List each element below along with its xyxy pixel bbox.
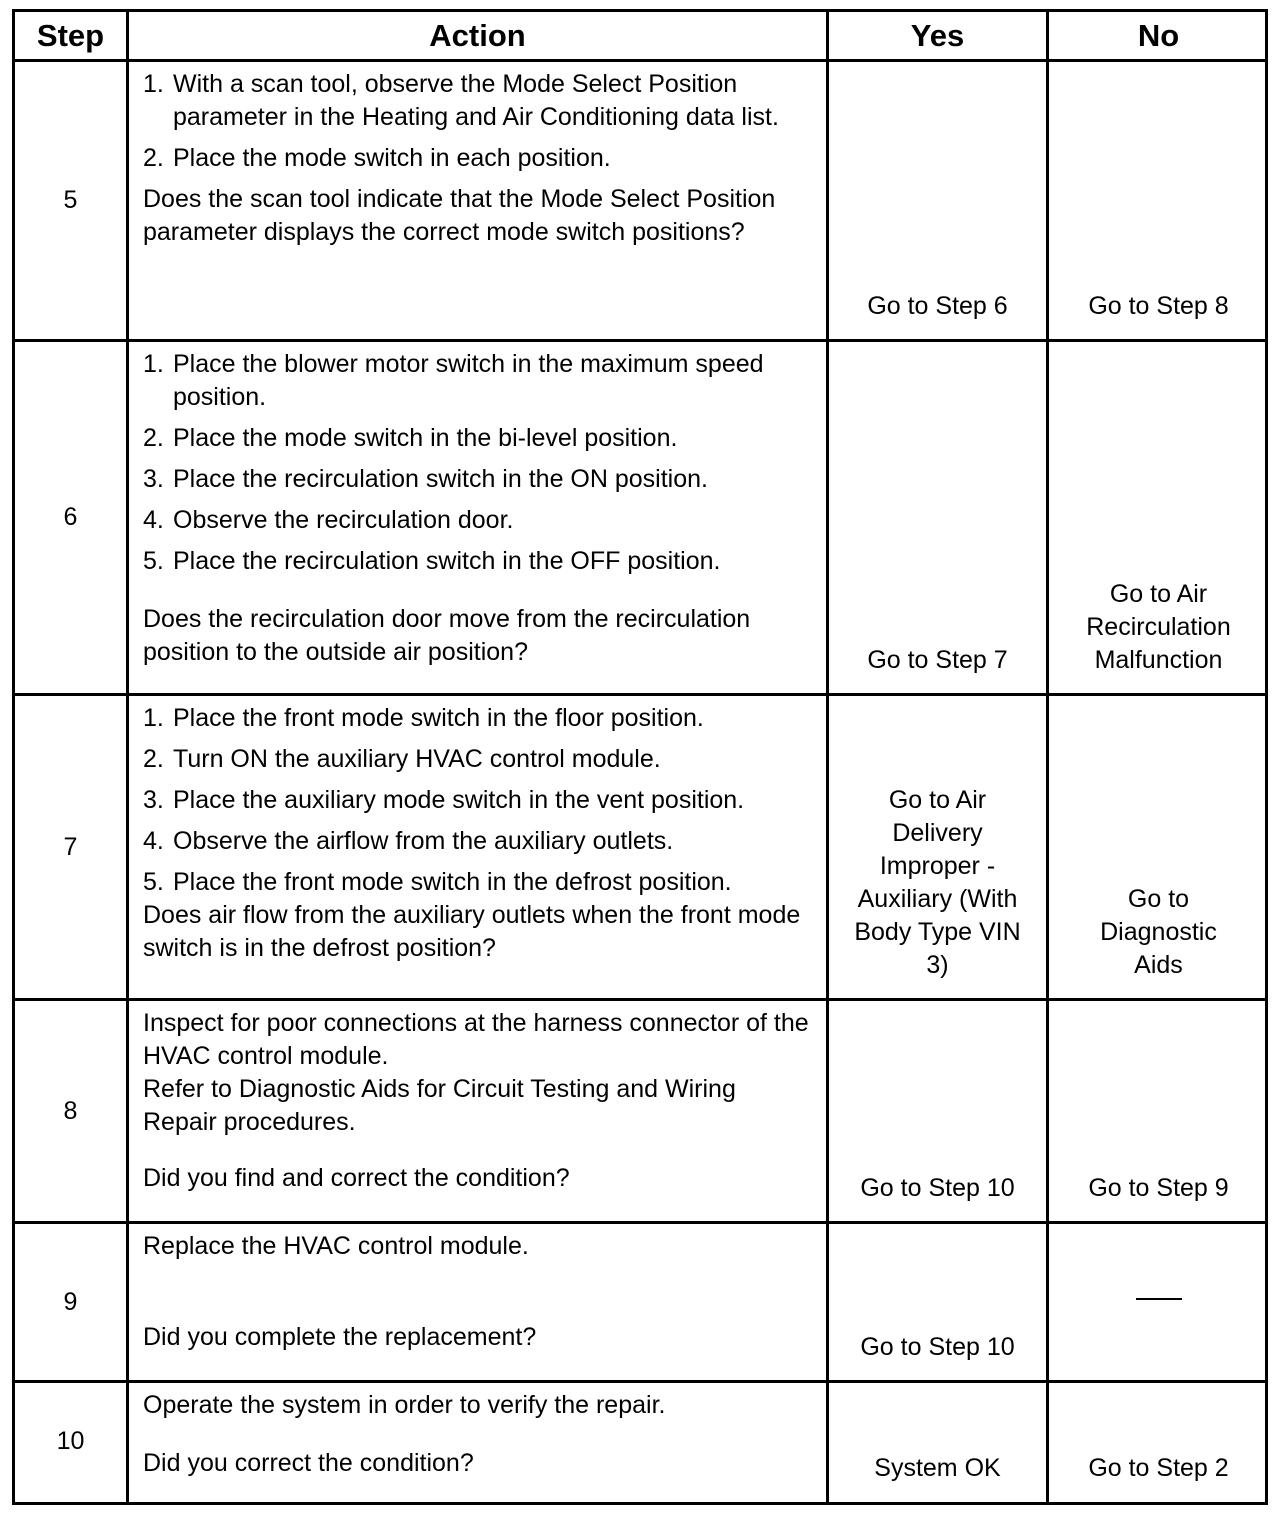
item-text: Place the front mode switch in the defrost position. <box>173 868 732 896</box>
action-step-item <box>143 422 812 455</box>
item-text: Place the recirculation switch in the OFF position. <box>173 547 721 575</box>
item-number: 1. <box>143 70 164 98</box>
yes-result: System OK <box>874 1454 1001 1482</box>
item-number: 5. <box>143 868 164 896</box>
item-text: Place the mode switch in each position. <box>173 144 611 172</box>
item-number: 1. <box>143 704 164 732</box>
item-number: 4. <box>143 827 164 855</box>
action-step-item <box>143 68 812 134</box>
yes-result: Go to Step 10 <box>860 1174 1015 1202</box>
header-yes: Yes <box>910 17 965 53</box>
action-question: Does air flow from the auxiliary outlets when the front mode switch is in the defrost position? <box>143 901 801 962</box>
header-step: Step <box>36 17 105 53</box>
action-step-item <box>143 702 812 735</box>
item-number: 2. <box>143 144 164 172</box>
action-cell <box>129 1224 826 1380</box>
no-result: Go to Air Recirculation Malfunction <box>1086 580 1231 674</box>
action-step-item <box>143 866 812 899</box>
step-number: 5 <box>63 186 78 214</box>
item-text: Place the auxiliary mode switch in the vent position. <box>173 786 745 814</box>
yes-result: Go to Step 10 <box>860 1333 1015 1361</box>
yes-result: Go to Air Delivery Improper - Auxiliary (With Body Type VIN 3) <box>854 786 1021 979</box>
action-step-item <box>143 348 812 414</box>
action-text: Refer to Diagnostic Aids for Circuit Testing and Wiring Repair procedures. <box>143 1075 736 1136</box>
action-question: Does the recirculation door move from the recirculation position to the outside air position? <box>143 605 751 666</box>
no-result: Go to Step 9 <box>1088 1174 1229 1202</box>
action-question: Does the scan tool indicate that the Mode Select Position parameter displays the correct mode switch positions? <box>143 185 776 246</box>
action-text: Operate the system in order to verify the repair. <box>143 1391 666 1419</box>
step-number: 10 <box>56 1426 85 1455</box>
action-text: Inspect for poor connections at the harness connector of the HVAC control module. <box>143 1009 809 1070</box>
action-step-item <box>143 545 812 578</box>
item-text: Place the recirculation switch in the ON position. <box>173 465 708 493</box>
no-result: Go to Diagnostic Aids <box>1100 885 1217 979</box>
item-number: 4. <box>143 506 164 534</box>
item-number: 2. <box>143 424 164 452</box>
action-cell <box>129 696 826 998</box>
action-step-item <box>143 142 812 175</box>
no-result: Go to Step 8 <box>1088 292 1229 320</box>
action-question: Did you complete the replacement? <box>143 1323 537 1351</box>
item-text: Observe the airflow from the auxiliary outlets. <box>173 827 674 855</box>
step-number: 7 <box>63 832 78 861</box>
item-number: 3. <box>143 786 164 814</box>
action-cell <box>129 1001 826 1221</box>
item-number: 3. <box>143 465 164 493</box>
no-action-dash <box>1136 1298 1182 1300</box>
yes-result: Go to Step 6 <box>867 292 1008 320</box>
item-number: 1. <box>143 350 164 378</box>
step-number: 8 <box>63 1096 78 1125</box>
action-question: Did you correct the condition? <box>143 1449 474 1477</box>
step-number: 6 <box>63 503 78 531</box>
item-number: 2. <box>143 745 164 773</box>
item-text: Place the blower motor switch in the maximum speed position. <box>173 350 764 411</box>
item-text: Place the front mode switch in the floor position. <box>173 704 704 732</box>
action-step-item <box>143 784 812 817</box>
action-question: Did you find and correct the condition? <box>143 1164 570 1192</box>
action-cell <box>129 62 826 339</box>
step-number: 9 <box>63 1287 78 1316</box>
item-text: Turn ON the auxiliary HVAC control module. <box>173 745 661 773</box>
action-cell <box>129 1383 826 1499</box>
no-result <box>1049 1224 1268 1380</box>
item-text: Place the mode switch in the bi-level position. <box>173 424 678 452</box>
action-text: Replace the HVAC control module. <box>143 1232 529 1260</box>
no-result: Go to Step 2 <box>1088 1454 1229 1482</box>
item-number: 5. <box>143 547 164 575</box>
header-action: Action <box>429 17 526 53</box>
action-step-item <box>143 825 812 858</box>
yes-result: Go to Step 7 <box>867 646 1008 674</box>
item-text: With a scan tool, observe the Mode Select Position parameter in the Heating and Air Conditioning data list. <box>173 70 779 131</box>
action-step-item <box>143 504 812 537</box>
action-step-item <box>143 743 812 776</box>
header-no: No <box>1137 17 1180 53</box>
action-cell <box>129 342 826 693</box>
item-text: Observe the recirculation door. <box>173 506 514 534</box>
diagnostic-table <box>12 9 1268 1505</box>
action-step-item <box>143 463 812 496</box>
